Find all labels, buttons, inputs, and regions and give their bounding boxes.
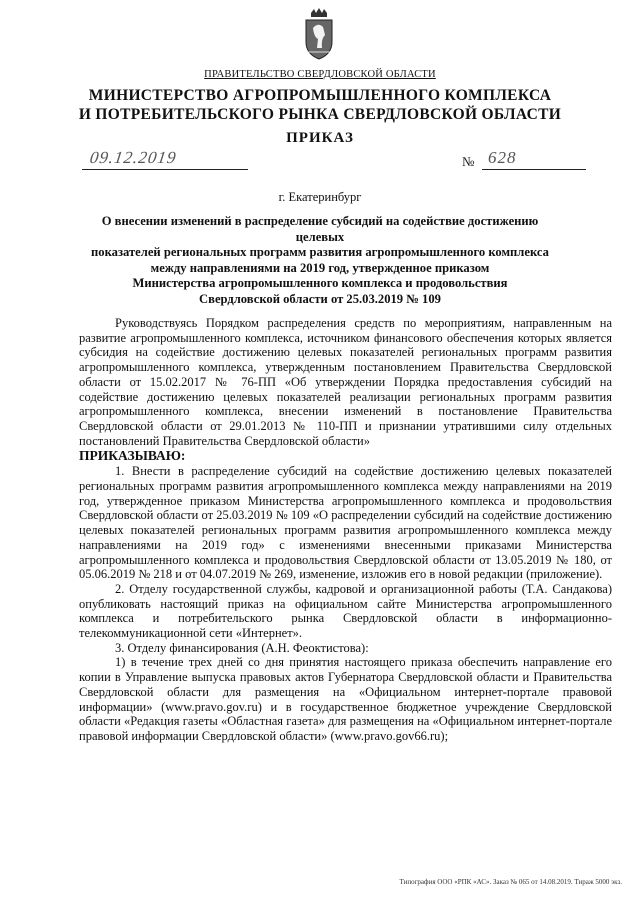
preamble-paragraph: Руководствуясь Порядком распределения средств по мероприятиям, направленным на развитие агропромышленного комплекса, источником финансового обеспечения которых является субсидия на содействие достижению целевых показателей региональных программ развития агропромышленного комплекса, утвержденным постановлением Правительства Свердловской области от 15.02.2017 № 76-ПП «Об утверждении Порядка предоставления субсидий на содействие достижению целевых показателей реализации региональных программ развития агропромышленного комплекса, внесении изменений в постановление Правительства Свердловской области от 29.01.2013 № 110-ПП и признании утратившими силу отдельных постановлений Правительства Свердловской области» xyxy=(79,316,612,448)
order-title-line1: О внесении изменений в распределение субсидий на содействие достижению целевых xyxy=(101,214,539,244)
number-label: № xyxy=(462,154,475,169)
order-title-line5: Свердловской области от 25.03.2019 № 109 xyxy=(199,291,441,306)
order-number: 628 xyxy=(488,148,517,167)
order-date: 09.12.2019 xyxy=(88,148,178,167)
sverdlovsk-coat-of-arms-icon xyxy=(302,8,336,60)
order-title-line3: между направлениями на 2019 год, утвержденное приказом xyxy=(150,260,490,275)
government-name: ПРАВИТЕЛЬСТВО СВЕРДЛОВСКОЙ ОБЛАСТИ xyxy=(204,69,436,80)
order-title-line4: Министерства агропромышленного комплекса и продовольствия xyxy=(132,276,508,290)
command-heading: ПРИКАЗЫВАЮ: xyxy=(79,448,186,464)
item-3-paragraph: 3. Отделу финансирования (А.Н. Феоктистова): xyxy=(115,640,369,655)
order-title xyxy=(84,214,556,307)
ministry-name xyxy=(60,86,580,124)
order-title-line2: показателей региональных программ развития агропромышленного комплекса xyxy=(91,245,549,259)
order-body xyxy=(79,316,612,744)
item-2-paragraph: 2. Отделу государственной службы, кадровой и организационной работы (Т.А. Сандакова) опубликовать настоящий приказ на официальном сайте Министерства агропромышленного комплекса и потребительского рынка Свердловской области в информационно-телекоммуникационной сети «Интернет». xyxy=(79,581,612,641)
ministry-name-line2: И ПОТРЕБИТЕЛЬСКОГО РЫНКА СВЕРДЛОВСКОЙ ОБЛАСТИ xyxy=(78,106,562,123)
document-type: ПРИКАЗ xyxy=(286,130,354,146)
ministry-name-line1: МИНИСТЕРСТВО АГРОПРОМЫШЛЕННОГО КОМПЛЕКСА xyxy=(88,87,552,104)
item-1-paragraph: 1. Внести в распределение субсидий на содействие достижению целевых показателей региональных программ развития агропромышленного комплекса между направлениями на 2019 год, утвержденное приказом Министерства агропромышленного комплекса и продовольствия Свердловской области от 25.03.2019 № 109 «О распределении субсидий на содействие достижению целевых показателей региональных программ развития агропромышленного комплекса между направлениями на 2019 год» с изменениями внесенными приказами Министерства агропромышленного комплекса и продовольствия Свердловской области от 13.05.2019 № 180, от 05.06.2019 № 218 и от 04.07.2019 № 269, изменение, изложив его в новой редакции (приложение). xyxy=(79,464,612,582)
order-number-field xyxy=(482,150,586,170)
order-date-field xyxy=(82,150,248,170)
item-3-1-paragraph: 1) в течение трех дней со дня принятия настоящего приказа обеспечить направление его копии в Управление выпуска правовых актов Губернатора Свердловской области и Правительства Свердловской области для размещения на «Официальном интернет-портале правовой информации» (www.pravo.gov.ru) и в государственное бюджетное учреждение Свердловской области «Редакция газеты «Областная газета» для размещения на «Официальном интернет-портале правовой информации Свердловской области» (www.pravo.gov66.ru); xyxy=(79,655,612,743)
print-imprint: Типография ООО «РПК «АС». Заказ № 065 от 14.08.2019. Тираж 5000 экз. xyxy=(399,878,622,886)
city: г. Екатеринбург xyxy=(278,190,362,204)
